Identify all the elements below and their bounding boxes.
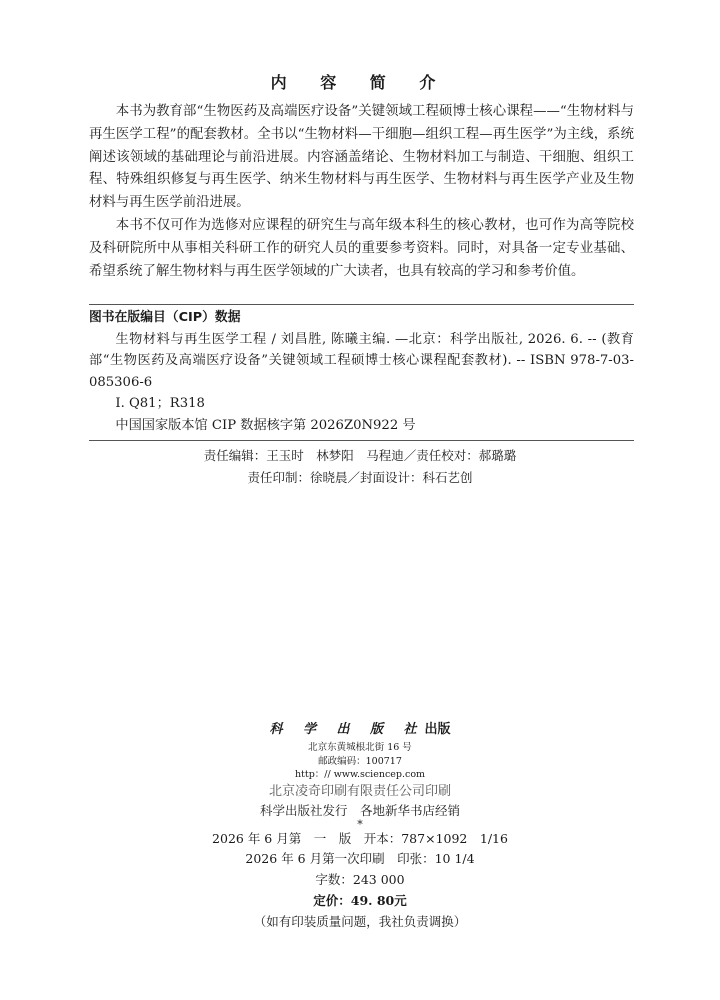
section-title: 内 容 简 介 (270, 73, 450, 92)
cip-record-number: 中国国家版本馆 CIP 数据核字第 2026Z0N922 号 (115, 417, 416, 433)
price: 定价：49. 80元 (313, 893, 407, 908)
editors-line: 责任编辑：王玉时 林梦阳 马程迪／责任校对：郝璐璐 (203, 448, 517, 463)
publisher-logo-text: 科 学 出 版 社 (269, 722, 425, 737)
divider-bottom (89, 440, 634, 441)
divider-top (89, 304, 634, 305)
word-count: 字数：243 000 (315, 871, 405, 887)
staff-credits (0, 445, 720, 488)
separator-star: * (357, 817, 363, 831)
cip-block (89, 307, 634, 437)
printing-info: 2026 年 6 月第一次印刷 印张：10 1/4 (245, 851, 475, 866)
publisher-name-suffix: 出版 (424, 722, 451, 737)
publisher-website: http：// www.sciencep.com (294, 769, 426, 780)
publisher-address: 北京东黄城根北街 16 号 (308, 742, 412, 753)
classification-number: Ⅰ. Q81；R318 (115, 396, 205, 412)
printer: 北京凌奇印刷有限责任公司印刷 (268, 783, 451, 799)
distribution: 科学出版社发行 各地新华书店经销 (259, 802, 460, 818)
synopsis-paragraph-2: 本书不仅可作为选修对应课程的研究生与高年级本科生的核心教材，也可作为高等院校及科研院所中从事相关科研工作的研究人员的重要参考资料。同时，对具备一定专业基础、希望系统了解生物材料与再生医学领域的广大读者，也具有较高的学习和参考价值。 (89, 217, 634, 279)
cip-heading: 图书在版编目（CIP）数据 (89, 310, 241, 325)
publisher-postcode: 邮政编码：100717 (318, 755, 402, 767)
production-line: 责任印制：徐晓晨／封面设计：科石艺创 (247, 469, 473, 485)
publisher-info (0, 718, 720, 932)
synopsis-paragraph-1: 本书为教育部“生物医药及高端医疗设备”关键领域工程硕博士核心课程——“生物材料与再生医学工程”的配套教材。全书以“生物材料—干细胞—组织工程—再生医学”为主线，系统阐述该领域的基础理论与前沿进展。内容涵盖绪论、生物材料加工与制造、干细胞、组织工程、特殊组织修复与再生医学、纳米生物材料与再生医学、生物材料与再生医学产业及生物材料与再生医学前沿进展。 (89, 104, 634, 211)
cip-description: 生物材料与再生医学工程 / 刘昌胜, 陈曦主编. —北京：科学出版社, 2026. 6. -- (教育部“生物医药及高端医疗设备”关键领域工程硕博士核心课程配套教材). -- ISBN 978-7-03-085306-6 (89, 331, 634, 390)
synopsis (89, 101, 634, 283)
quality-note: （如有印装质量问题，我社负责调换） (253, 914, 467, 929)
edition-info: 2026 年 6 月第 一 版 开本：787×1092 1/16 (212, 830, 508, 846)
publisher-name (0, 718, 720, 737)
